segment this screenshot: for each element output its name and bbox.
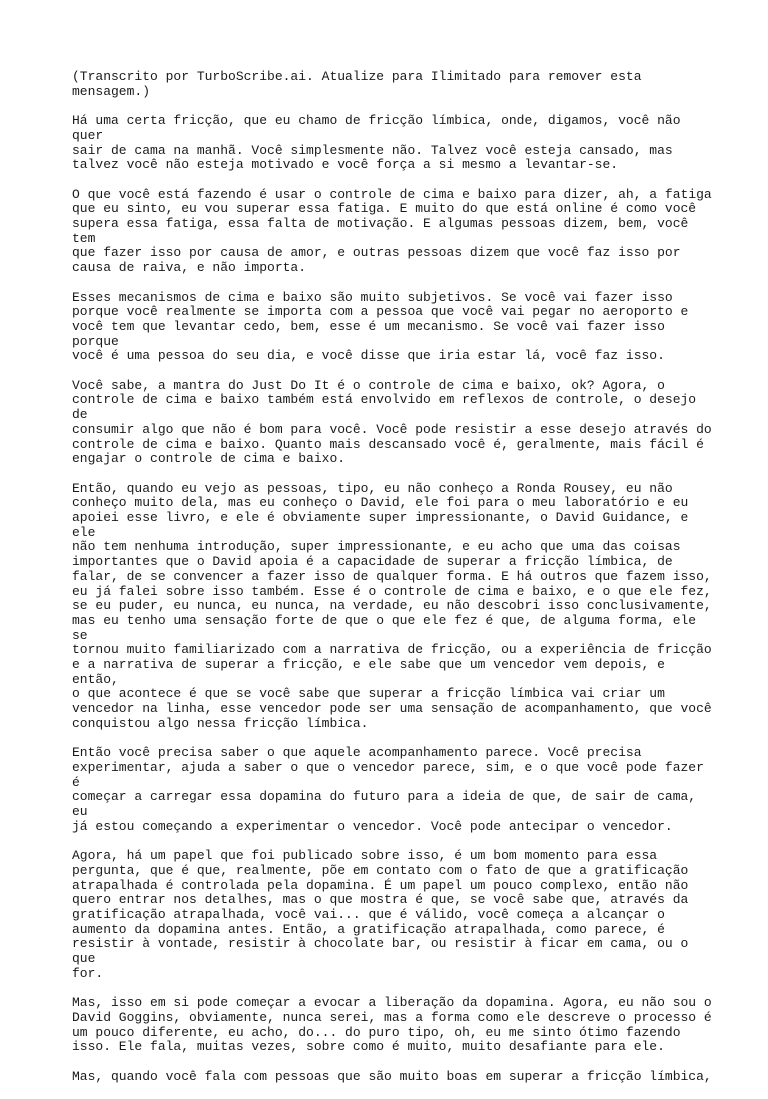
paragraph: Então, quando eu vejo as pessoas, tipo, eu não conheço a Ronda Rousey, eu não conheço muito dela, mas eu conheço o David, ele foi para o meu laboratório e eu apoiei esse livro, e ele é obviamente super impressionante, o David Guidance, e ele não tem nenhuma introdução, super impressionante, e eu acho que uma das coisas importantes que o David apoia é a capacidade de superar a fricção límbica, de falar, de se convencer a fazer isso de qualquer forma. E há outros que fazem isso, eu já falei sobre isso também. Esse é o controle de cima e baixo, e o que ele fez, se eu puder, eu nunca, eu nunca, na verdade, eu não descobri isso conclusivamente, mas eu tenho uma sensação forte de que o que ele fez é que, de alguma forma, ele se tornou muito familiarizado com a narrativa de fricção, ou a experiência de fricção e a narrativa de superar a fricção, e ele sabe que um vencedor vem depois, e então, o que acontece é que se você sabe que superar a fricção límbica vai criar um vencedor na linha, esse vencedor pode ser uma sensação de acompanhamento, que você conquistou algo nessa fricção límbica. (72, 480, 712, 731)
transcript-body (72, 70, 712, 1099)
transcript-notice: (Transcrito por TurboScribe.ai. Atualize para Ilimitado para remover esta mensagem.) (72, 69, 642, 99)
paragraph: Você sabe, a mantra do Just Do It é o controle de cima e baixo, ok? Agora, o controle de cima e baixo também está envolvido em reflexos de controle, o desejo de consumir algo que não é bom para você. Você pode resistir a esse desejo através do controle de cima e baixo. Quanto mais descansado você é, geralmente, mais fácil é engajar o controle de cima e baixo. (72, 377, 712, 467)
paragraph: Então você precisa saber o que aquele acompanhamento parece. Você precisa experimentar, ajuda a saber o que o vencedor parece, sim, e o que você pode fazer é começar a carregar essa dopamina do futuro para a ideia de que, de sair de cama, eu já estou começando a experimentar o vencedor. Você pode antecipar o vencedor. (72, 745, 704, 834)
paragraph: Mas, isso em si pode começar a evocar a liberação da dopamina. Agora, eu não sou o David Goggins, obviamente, nunca serei, mas a forma como ele descreve o processo é um pouco diferente, eu acho, do... do puro tipo, oh, eu me sinto ótimo fazendo isso. Ele fala, muitas vezes, sobre como é muito, muito desafiante para ele. (72, 995, 712, 1055)
paragraph: Mas, quando você fala com pessoas que são muito boas em superar a fricção límbica, (72, 1068, 712, 1084)
paragraph: Há uma certa fricção, que eu chamo de fricção límbica, onde, digamos, você não quer sair de cama na manhã. Você simplesmente não. Talvez você esteja cansado, mas talvez você não esteja motivado e você força a si mesmo a levantar-se. (72, 113, 681, 173)
paragraph: Esses mecanismos de cima e baixo são muito subjetivos. Se você vai fazer isso porque você realmente se importa com a pessoa que você vai pegar no aeroporto e você tem que levantar cedo, bem, esse é um mecanismo. Se você vai fazer isso porque você é uma pessoa do seu dia, e você disse que iria estar lá, você faz isso. (72, 289, 689, 364)
paragraph: O que você está fazendo é usar o controle de cima e baixo para dizer, ah, a fatiga que eu sinto, eu vou superar essa fatiga. E muito do que está online é como você supera essa fatiga, essa falta de motivação. E algumas pessoas dizem, bem, você tem que fazer isso por causa de amor, e outras pessoas dizem que você faz isso por causa de raiva, e não importa. (72, 186, 712, 276)
paragraph: Agora, há um papel que foi publicado sobre isso, é um bom momento para essa pergunta, que é que, realmente, põe em contato com o fato de que a gratificação atrapalhada é controlada pela dopamina. É um papel um pouco complexo, então não quero entrar nos detalhes, mas o que mostra é que, se você sabe que, através da gratificação atrapalhada, você vai... que é válido, você começa a alcançar o aumento da dopamina antes. Então, a gratificação atrapalhada, como parece, é resistir à vontade, resistir à chocolate bar, ou resistir à ficar em cama, ou o que for. (72, 848, 689, 981)
